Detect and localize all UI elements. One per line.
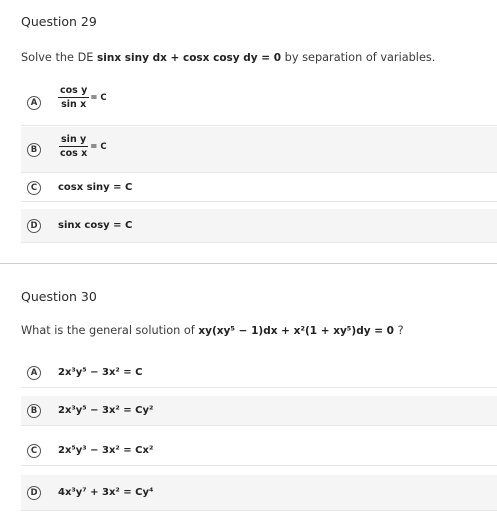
q30-option-d[interactable] — [21, 475, 497, 511]
option-letter-c: C — [27, 444, 41, 458]
question-29-prompt — [21, 51, 435, 64]
option-text: 2x³y⁵ − 3x² = C — [58, 367, 143, 378]
option-letter-c: C — [27, 181, 41, 195]
question-29-title: Question 29 — [21, 14, 97, 29]
option-letter-a: A — [27, 366, 41, 380]
q30-option-b[interactable] — [21, 396, 497, 426]
fraction-denominator: cos x — [60, 148, 88, 159]
prompt-suffix: by separation of variables. — [281, 51, 436, 64]
prompt-equation: sinx siny dx + cosx cosy dy = 0 — [97, 52, 282, 64]
option-letter-b: B — [27, 143, 41, 157]
fraction — [58, 134, 89, 159]
q29-option-d[interactable] — [21, 209, 497, 243]
question-30-title: Question 30 — [21, 289, 97, 304]
prompt-prefix: What is the general solution of — [21, 324, 199, 337]
option-rhs: = C — [90, 141, 107, 152]
q29-option-c[interactable] — [21, 174, 497, 202]
option-text: sinx cosy = C — [58, 220, 133, 231]
question-divider — [0, 263, 497, 264]
option-letter-d: D — [27, 486, 41, 500]
fraction-denominator: sin x — [61, 99, 87, 110]
q30-option-c[interactable] — [21, 436, 497, 466]
option-letter-d: D — [27, 219, 41, 233]
q30-option-a[interactable] — [21, 358, 497, 388]
q29-option-b[interactable] — [21, 127, 497, 173]
prompt-prefix: Solve the DE — [21, 51, 98, 64]
question-30-prompt — [21, 324, 404, 337]
option-letter-b: B — [27, 404, 41, 418]
fraction-numerator: sin y — [61, 134, 87, 145]
fraction-numerator: cos y — [60, 85, 88, 96]
q29-option-a[interactable] — [21, 80, 497, 126]
option-text: 4x³y⁷ + 3x² = Cy⁴ — [58, 487, 154, 498]
fraction — [58, 85, 89, 110]
option-rhs: = C — [90, 92, 107, 103]
prompt-equation: xy(xy⁵ − 1)dx + x²(1 + xy⁵)dy = 0 — [198, 325, 394, 337]
option-text: cosx siny = C — [58, 182, 133, 193]
prompt-suffix: ? — [393, 324, 404, 337]
option-letter-a: A — [27, 96, 41, 110]
option-text: 2x⁵y³ − 3x² = Cx² — [58, 445, 154, 456]
option-text: 2x³y⁵ − 3x² = Cy² — [58, 405, 154, 416]
